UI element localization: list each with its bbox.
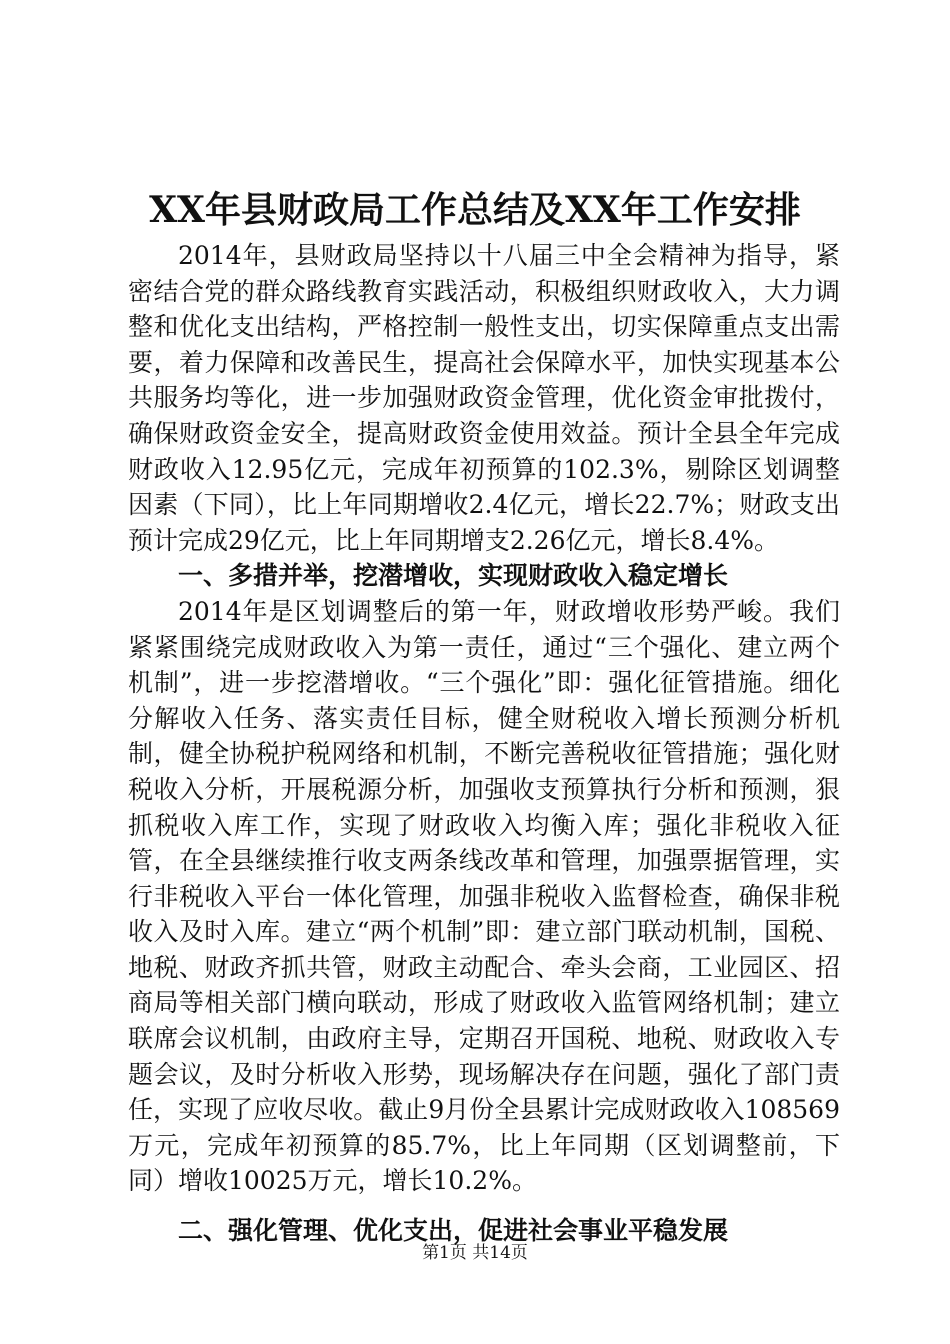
document-title: XX年县财政局工作总结及XX年工作安排 <box>149 189 801 231</box>
intro-paragraph: 2014年，县财政局坚持以十八届三中全会精神为指导，紧密结合党的群众路线教育实践活动，积极组织财政收入，大力调整和优化支出结构，严格控制一般性支出，切实保障重点支出需要，着力保障和改善民生，提高社会保障水平，加快实现基本公共服务均等化，进一步加强财政资金管理，优化资金审批拨付，确保财政资金安全，提高财政资金使用效益。预计全县全年完成财政收入12.95亿元，完成年初预算的102.3%，剔除区划调整因素（下同），比上年同期增收2.4亿元，增长22.7%；财政支出预计完成29亿元，比上年同期增支2.26亿元，增长8.4%。 <box>128 241 840 555</box>
page-number-footer: 第1页 共14页 <box>422 1243 528 1263</box>
document-body <box>128 238 840 1249</box>
section-1-heading: 一、多措并举，挖潜增收，实现财政收入稳定增长 <box>178 561 729 591</box>
section-2-heading: 二、强化管理、优化支出，促进社会事业平稳发展 <box>178 1216 729 1246</box>
section-1-paragraph: 2014年是区划调整后的第一年，财政增收形势严峻。我们紧紧围绕完成财政收入为第一责任，通过“三个强化、建立两个机制”，进一步挖潜增收。“三个强化”即：强化征管措施。细化分解收入任务、落实责任目标，健全财税收入增长预测分析机制，健全协税护税网络和机制，不断完善税收征管措施；强化财税收入分析，开展税源分析，加强收支预算执行分析和预测，狠抓税收入库工作，实现了财政收入均衡入库；强化非税收入征管，在全县继续推行收支两条线改革和管理，加强票据管理，实行非税收入平台一体化管理，加强非税收入监督检查，确保非税收入及时入库。建立“两个机制”即：建立部门联动机制，国税、地税、财政齐抓共管，财政主动配合、牵头会商，工业园区、招商局等相关部门横向联动，形成了财政收入监管网络机制；建立联席会议机制，由政府主导，定期召开国税、地税、财政收入专题会议，及时分析收入形势，现场解决存在问题，强化了部门责任，实现了应收尽收。截止9月份全县累计完成财政收入108569万元，完成年初预算的85.7%，比上年同期（区划调整前，下同）增收10025万元，增长10.2%。 <box>128 596 840 1196</box>
